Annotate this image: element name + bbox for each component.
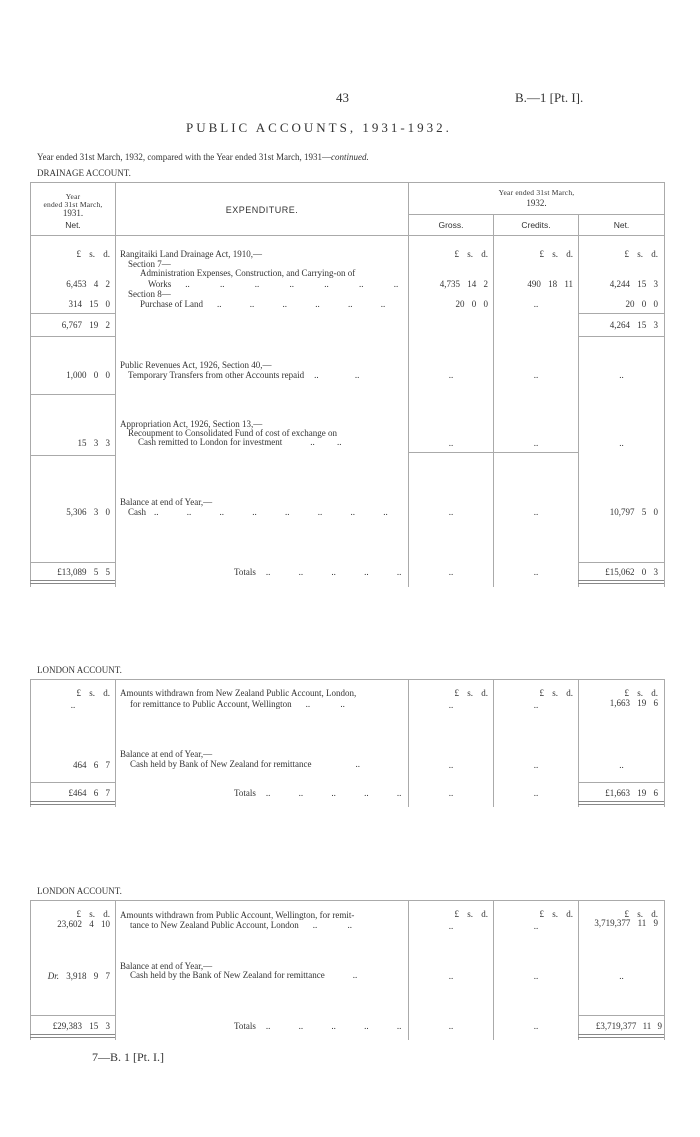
header-gross: Gross. [438,220,464,230]
item-label: Administration Expenses, Construction, and Carrying-on of [140,268,356,278]
empty-cell: .. [533,788,539,798]
empty-cell: .. [533,438,539,448]
london-section-title: LONDON ACCOUNT. [37,886,122,896]
empty-cell: .. [533,370,539,380]
empty-cell: .. [533,567,539,577]
header-prev-year-ended: ended 31st March, [43,200,103,209]
item-label: Cash held by the Bank of New Zealand for remittance .. [130,970,358,980]
currency-label: £ s. d. [539,909,573,919]
item-subheading: Section 7— [128,259,171,269]
empty-cell: .. [448,438,454,448]
empty-cell: .. [70,700,76,710]
empty-cell: .. [448,370,454,380]
total-cell: £1,663 19 6 [605,788,658,798]
item-heading: Appropriation Act, 1926, Section 13,— [120,419,263,429]
london-section-title: LONDON ACCOUNT. [37,665,122,675]
empty-cell: .. [448,971,454,981]
subtotal-cell: 6,767 19 2 [61,320,110,330]
amount-cell: 20 0 0 [455,299,488,309]
header-current-year: Year ended 31st March, [498,188,575,197]
amount-cell: 3,719,377 11 9 [594,918,658,928]
currency-label: £ s. d. [454,909,488,919]
header-expenditure: EXPENDITURE. [225,205,299,215]
document-reference: B.—1 [Pt. I]. [515,90,584,105]
amount-cell: 1,000 0 0 [66,370,110,380]
empty-cell: .. [448,567,454,577]
empty-cell: .. [533,921,539,931]
currency-label: £ s. d. [454,688,488,698]
amount-cell: 1,663 19 6 [609,698,658,708]
amount-cell: .. [533,299,539,309]
totals-label: Totals .. .. .. .. .. [234,1021,402,1031]
drainage-section-title: DRAINAGE ACCOUNT. [37,168,131,178]
total-cell: £3,719,377 11 9 [595,1021,662,1031]
currency-label: £ s. d. [624,249,658,259]
empty-cell: .. [448,921,454,931]
currency-label: £ s. d. [76,909,110,919]
item-label: Cash .. .. .. .. .. .. .. .. [128,507,388,517]
empty-cell: .. [533,971,539,981]
header-prev-net: Net. [65,220,81,230]
amount-cell: 314 15 0 [68,299,110,309]
footer-signature: 7—B. 1 [Pt. I.] [92,1050,164,1064]
header-prev-year-value: 1931. [62,208,84,218]
amount-cell: 6,453 4 2 [66,279,110,289]
item-label: Amounts withdrawn from Public Account, Wellington, for remit- [120,910,355,920]
amount-cell: 23,602 4 10 [57,919,110,929]
currency-label: £ s. d. [624,909,658,919]
subtotal-cell: 4,264 15 3 [609,320,658,330]
empty-cell: .. [619,971,624,981]
amount-cell: 15 3 3 [77,438,110,448]
currency-label: £ s. d. [76,688,110,698]
currency-label: £ s. d. [454,249,488,259]
empty-cell: .. [619,370,624,380]
item-label: Purchase of Land .. .. .. .. .. .. [140,299,386,309]
currency-label: £ s. d. [539,688,573,698]
item-label: Cash remitted to London for investment .. .. [138,437,342,447]
amount-cell: 464 6 7 [73,760,110,770]
item-heading: Balance at end of Year,— [120,961,213,971]
empty-cell: .. [533,760,539,770]
empty-cell: .. [448,507,454,517]
item-label: Temporary Transfers from other Accounts repaid .. .. [128,370,360,380]
total-cell: £29,383 15 3 [52,1021,110,1031]
item-heading: Balance at end of Year,— [120,749,213,759]
item-label: for remittance to Public Account, Wellington .. .. [130,699,345,709]
empty-cell: .. [533,507,539,517]
amount-cell: 10,797 5 0 [609,507,658,517]
item-heading: Rangitaiki Land Drainage Act, 1910,— [120,249,262,259]
header-credits: Credits. [521,220,551,230]
item-label: Amounts withdrawn from New Zealand Public Account, London, [120,688,357,698]
currency-label: £ s. d. [76,249,110,259]
item-heading: Balance at end of Year,— [120,497,213,507]
item-heading: Public Revenues Act, 1926, Section 40,— [120,360,272,370]
item-label: tance to New Zealand Public Account, London .. .. [130,920,352,930]
item-subheading: Section 8— [128,289,171,299]
item-label: Recoupment to Consolidated Fund of cost of exchange on [128,428,337,438]
page-subtitle: Year ended 31st March, 1932, compared with the Year ended 31st March, 1931—continued. [37,152,369,162]
empty-cell: .. [533,700,539,710]
header-prev-year: Year [65,192,81,201]
amount-cell: Dr. 3,918 9 7 [47,971,110,981]
currency-label: £ s. d. [624,688,658,698]
empty-cell: .. [448,700,454,710]
amount-cell: 5,306 3 0 [66,507,110,517]
empty-cell: .. [448,1021,454,1031]
empty-cell: .. [619,760,624,770]
empty-cell: .. [448,788,454,798]
item-label: Cash held by Bank of New Zealand for remittance .. [130,759,360,769]
amount-cell: 4,244 15 3 [609,279,658,289]
total-cell: £15,062 0 3 [605,567,658,577]
amount-cell: 490 18 11 [527,279,573,289]
total-cell: £13,089 5 5 [57,567,110,577]
empty-cell: .. [533,1021,539,1031]
currency-label: £ s. d. [539,249,573,259]
item-label: Works .. .. .. .. .. .. .. [148,279,399,289]
header-net: Net. [613,220,630,230]
empty-cell: .. [619,438,624,448]
totals-label: Totals .. .. .. .. .. [234,567,402,577]
page-number: 43 [336,90,349,105]
header-current-year-value: 1932. [526,198,547,208]
amount-cell: 20 0 0 [625,299,658,309]
total-cell: £464 6 7 [68,788,110,798]
page-title: PUBLIC ACCOUNTS, 1931-1932. [186,120,452,135]
totals-label: Totals .. .. .. .. .. [234,788,402,798]
amount-cell: 4,735 14 2 [439,279,488,289]
empty-cell: .. [448,760,454,770]
